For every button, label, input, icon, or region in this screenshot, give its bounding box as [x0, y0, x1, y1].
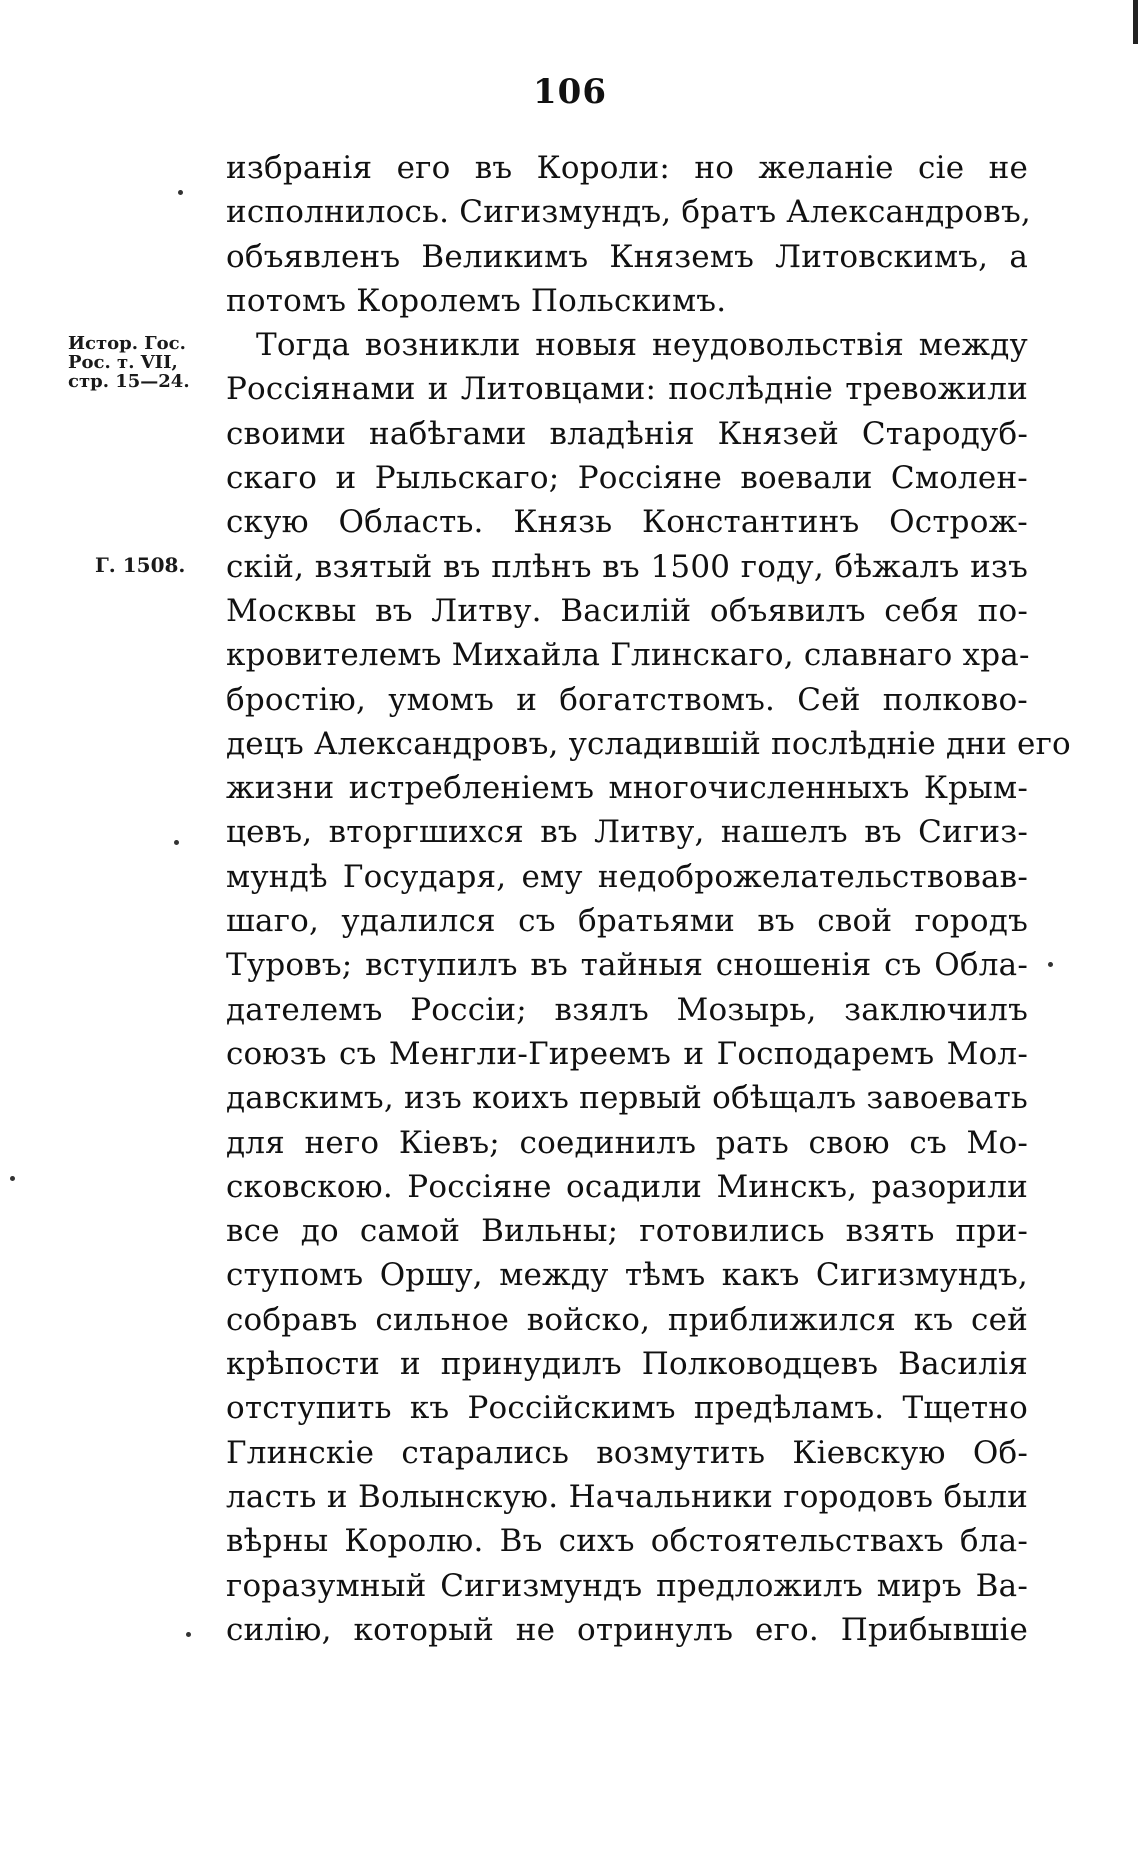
page-number: 106 — [533, 72, 607, 112]
text-line: крѣпости и принудилъ Полководцевъ Василія — [226, 1346, 1028, 1383]
text-line: скую Область. Князь Константинъ Острож- — [226, 504, 1028, 541]
text-line: избранія его въ Короли: но желаніе сіе не — [226, 150, 1028, 186]
scan-speck — [174, 840, 179, 845]
text-line: отступить къ Россійскимъ предѣламъ. Тщетно — [226, 1390, 1028, 1427]
text-line: мундѣ Государя, ему недоброжелательствовав- — [226, 858, 1028, 895]
text-line: скій, взятый въ плѣнъ въ 1500 году, бѣжалъ изъ — [226, 548, 1028, 585]
text-line: силію, который не отринулъ его. Прибывшіе — [226, 1611, 1028, 1648]
text-line: Тогда возникли новыя неудовольствія между — [256, 327, 1028, 364]
text-line: Глинскіе старались возмутить Кіевскую Об- — [226, 1434, 1028, 1471]
text-line: ступомъ Оршу, между тѣмъ какъ Сигизмундъ, — [226, 1257, 1028, 1294]
text-line: союзъ съ Менгли-Гиреемъ и Господаремъ Мол- — [226, 1035, 1028, 1072]
text-line: жизни истребленіемъ многочисленныхъ Крым- — [226, 770, 1028, 807]
text-line: бростію, умомъ и богатствомъ. Сей полково- — [226, 681, 1028, 718]
body-text — [226, 146, 1071, 1652]
text-line: цевъ, вторгшихся въ Литву, нашелъ въ Сигиз- — [226, 814, 1028, 851]
text-line: все до самой Вильны; готовились взять при- — [226, 1213, 1028, 1250]
text-line: давскимъ, изъ коихъ первый обѣщалъ завоевать — [226, 1080, 1028, 1117]
text-line: исполнилось. Сигизмундъ, братъ Александровъ, — [226, 194, 1031, 231]
text-line: ласть и Волынскую. Начальники городовъ были — [226, 1478, 1028, 1515]
margin-reference-line: стр. 15—24. — [68, 371, 190, 392]
text-line: своими набѣгами владѣнія Князей Стародуб- — [226, 415, 1028, 452]
text-line: горазумный Сигизмундъ предложилъ миръ Ва- — [226, 1567, 1028, 1604]
text-line: Туровъ; вступилъ въ тайныя сношенія съ Обла- — [226, 947, 1028, 984]
scan-speck — [178, 190, 183, 195]
text-line: дателемъ Россіи; взялъ Мозырь, заключилъ — [226, 991, 1028, 1028]
scan-edge-mark — [1133, 0, 1138, 44]
scan-speck — [186, 1632, 191, 1637]
text-line: скаго и Рыльскаго; Россіяне воевали Смолен- — [226, 460, 1028, 497]
margin-reference-note — [68, 334, 218, 391]
text-line: потомъ Королемъ Польскимъ. — [226, 282, 727, 319]
margin-reference-line: Рос. т. VII, — [68, 352, 178, 373]
text-line: децъ Александровъ, усладившій послѣдніе дни его — [226, 725, 1071, 762]
text-line: кровителемъ Михайла Глинскаго, славнаго хра- — [226, 637, 1030, 674]
text-line: вѣрны Королю. Въ сихъ обстоятельствахъ бла- — [226, 1523, 1028, 1560]
text-line: Россіянами и Литовцами: послѣдніе тревожили — [226, 371, 1028, 408]
text-line: объявленъ Великимъ Княземъ Литовскимъ, а — [226, 238, 1028, 275]
text-line: Москвы въ Литву. Василій объявилъ себя по- — [226, 592, 1028, 629]
margin-reference-line: Истор. Гос. — [68, 333, 186, 354]
text-line: для него Кіевъ; соединилъ рать свою съ Мо- — [226, 1124, 1028, 1161]
text-line: шаго, удалился съ братьями въ свой городъ — [226, 903, 1028, 940]
scan-speck — [1048, 962, 1053, 967]
scan-speck — [10, 1176, 15, 1181]
margin-year-note: Г. 1508. — [95, 553, 186, 577]
text-line: собравъ сильное войско, приближился къ сей — [226, 1301, 1028, 1338]
text-line: сковскою. Россіяне осадили Минскъ, разорили — [226, 1168, 1028, 1205]
